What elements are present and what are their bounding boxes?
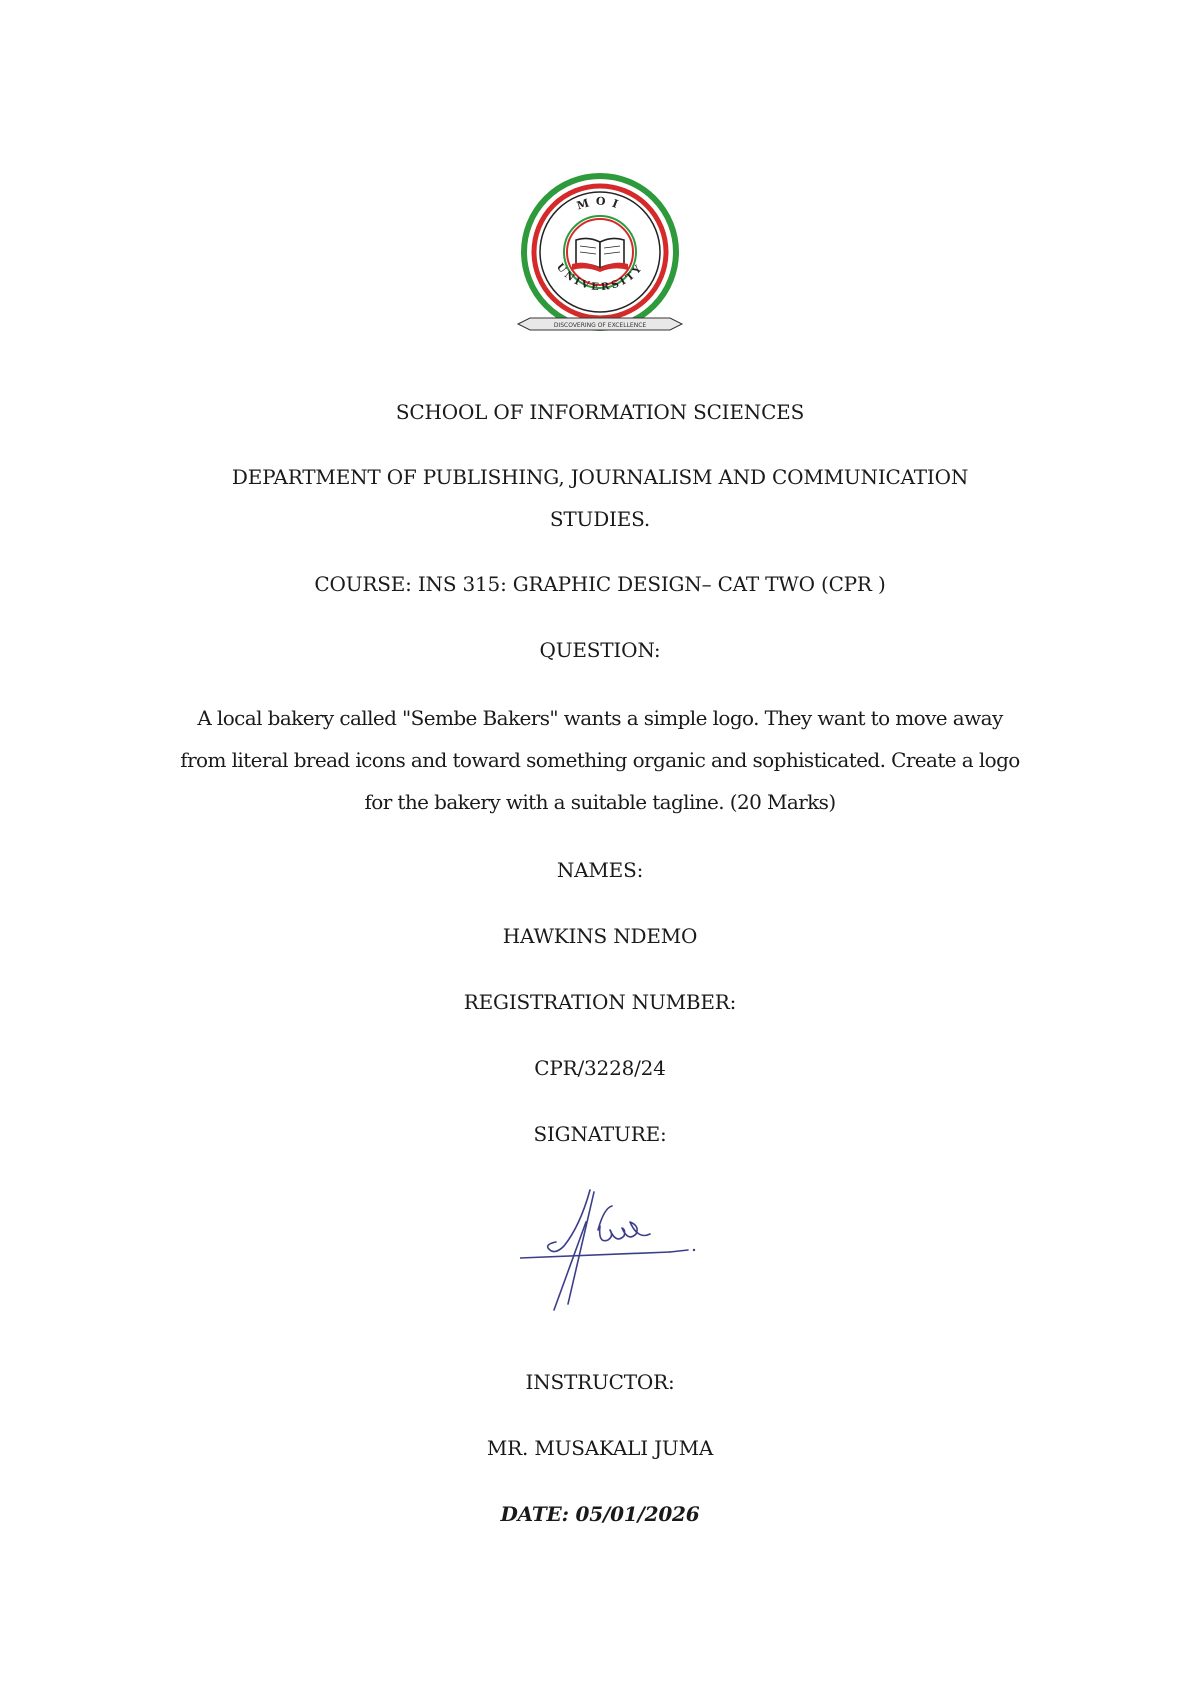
names-label: NAMES: (556, 858, 644, 882)
signature-label: SIGNATURE: (533, 1122, 667, 1146)
question-line-2: from literal bread icons and toward something organic and sophisticated. Create a logo (180, 748, 1020, 772)
question-text (130, 697, 1070, 823)
svg-text:MOI (575, 195, 625, 213)
logo-top-text: MOI (575, 194, 626, 213)
course-title: COURSE: INS 315: GRAPHIC DESIGN– CAT TWO (CPR ) (314, 572, 886, 596)
department-line-2: STUDIES. (549, 507, 651, 531)
registration-label: REGISTRATION NUMBER: (463, 990, 737, 1014)
book-icon (572, 238, 628, 272)
university-seal-icon (510, 168, 690, 340)
signature-icon (520, 1186, 700, 1316)
school-name: SCHOOL OF INFORMATION SCIENCES (395, 400, 805, 424)
ribbon-text: DISCOVERING OF EXCELLENCE (553, 322, 647, 329)
submission-date: DATE: 05/01/2026 (500, 1502, 700, 1526)
question-label: QUESTION: (539, 638, 661, 662)
student-name: HAWKINS NDEMO (502, 924, 698, 948)
question-line-1: A local bakery called "Sembe Bakers" wants a simple logo. They want to move away (197, 706, 1003, 730)
question-line-3: for the bakery with a suitable tagline. (20 Marks) (364, 790, 836, 814)
logo-bottom-text: UNIVERSITY (553, 261, 647, 294)
registration-number: CPR/3228/24 (534, 1056, 666, 1080)
department-line-1: DEPARTMENT OF PUBLISHING, JOURNALISM AND COMMUNICATION (231, 465, 969, 489)
signature (520, 1186, 700, 1316)
instructor-name: MR. MUSAKALI JUMA (486, 1436, 714, 1460)
ribbon-banner (518, 318, 682, 330)
instructor-label: INSTRUCTOR: (525, 1370, 675, 1394)
university-logo (510, 168, 690, 340)
